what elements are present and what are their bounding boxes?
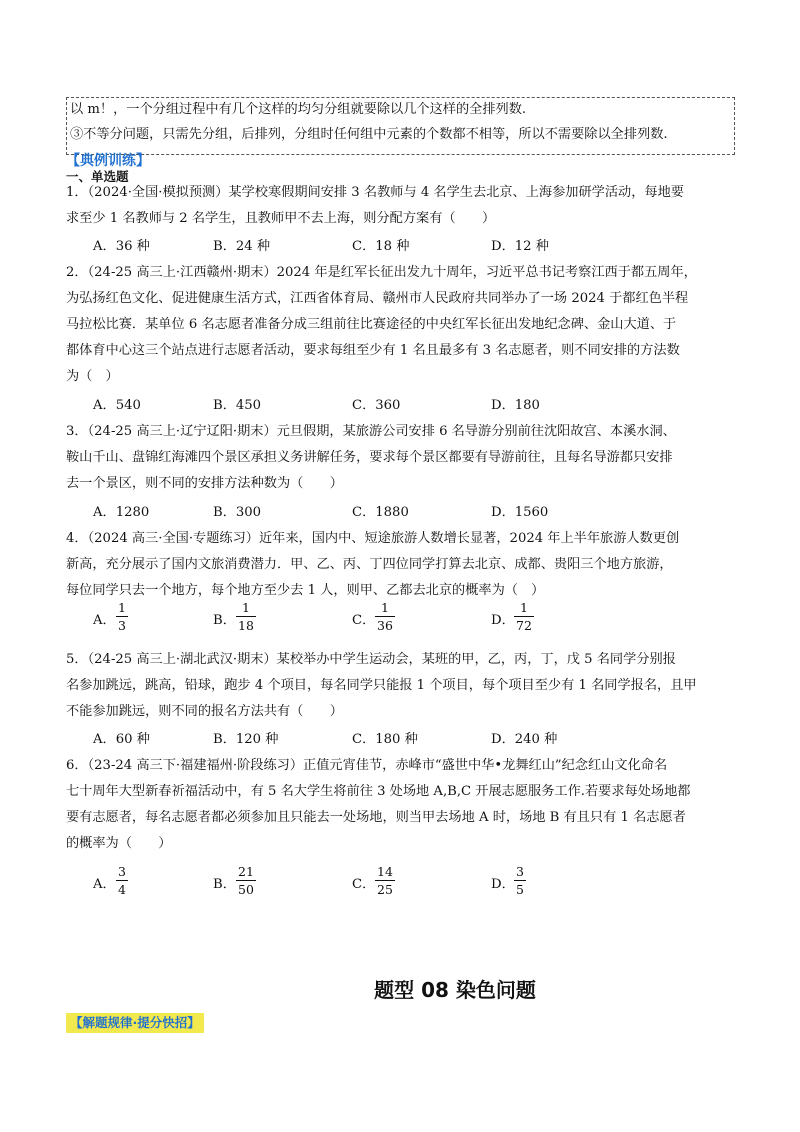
question-5-line-3: 不能参加跳远，则不同的报名方法共有（ ）	[66, 704, 343, 719]
question-2-line-1: 2．（24-25 高三上·江西赣州·期末）2024 年是红军长征出发九十周年，习近平总书记考察江西于都五周年，	[66, 265, 697, 280]
question-6-fraction-b	[236, 864, 256, 897]
question-1-option-c: C．18 种	[352, 239, 410, 254]
fraction-bar	[514, 880, 526, 881]
question-4-line-3: 每位同学只去一个地方，每个地方至少去 1 人，则甲、乙都去北京的概率为（ ）	[66, 583, 545, 598]
rule-tag: 【解题规律·提分快招】	[66, 1013, 204, 1033]
fraction-denominator: 50	[238, 882, 254, 897]
question-2-option-c: C．360	[352, 398, 401, 413]
question-type-heading-text: 题型 08 染色问题	[374, 978, 536, 1002]
question-5-option-d: D．240 种	[491, 732, 558, 747]
fraction-numerator: 1	[380, 600, 389, 615]
question-4-option-a: A．	[93, 613, 116, 628]
question-1-line-2: 求至少 1 名教师与 2 名学生，且教师甲不去上海，则分配方案有（ ）	[66, 211, 496, 226]
question-2-option-b: B．450	[213, 398, 262, 413]
question-2-line-4: 都体育中心这三个站点进行志愿者活动，要求每组至少有 1 名且最多有 3 名志愿者，则不同安排的方法数	[66, 343, 680, 358]
question-3-option-c: C．1880	[352, 505, 409, 520]
question-2-line-2: 为弘扬红色文化、促进健康生活方式，江西省体育局、赣州市人民政府共同举办了一场 2024 于都红色半程	[66, 291, 689, 306]
fraction-bar	[236, 616, 256, 617]
question-4-line-2: 新高，充分展示了国内文旅消费潜力．甲、乙、丙、丁四位同学打算去北京、成都、贵阳三个地方旅游，	[66, 557, 673, 572]
question-4-option-d: D．	[491, 613, 515, 628]
fraction-numerator: 1	[118, 600, 126, 615]
question-5-option-b: B．120 种	[213, 732, 279, 747]
fraction-denominator: 25	[377, 882, 393, 897]
question-6-option-d: D．	[491, 877, 515, 892]
fraction-denominator: 36	[377, 618, 393, 633]
fraction-bar	[116, 616, 128, 617]
question-5-option-a: A．60 种	[93, 732, 150, 747]
fraction-bar	[236, 880, 256, 881]
question-6-line-1: 6．（23-24 高三下·福建福州·阶段练习）正值元宵佳节，赤峰市“盛世中华•龙舞红山”纪念红山文化命名	[66, 758, 668, 773]
question-5-option-c: C．180 种	[352, 732, 418, 747]
fraction-numerator: 1	[241, 600, 250, 615]
fraction-numerator: 3	[118, 864, 126, 879]
question-4-option-b: B．	[213, 613, 236, 628]
question-3-option-d: D．1560	[491, 505, 549, 520]
question-6-fraction-a	[116, 864, 128, 897]
question-2-line-3: 马拉松比赛．某单位 6 名志愿者准备分成三组前往比赛途径的中央红军长征出发地纪念碑、金山大道、于	[66, 317, 677, 332]
question-2-option-d: D．180	[491, 398, 540, 413]
question-6-option-a: A．	[93, 877, 116, 892]
fraction-denominator: 5	[516, 882, 524, 897]
question-1-option-a: A．36 种	[93, 239, 150, 254]
section-tag: 【典例训练】	[66, 153, 150, 169]
question-3-line-2: 鞍山千山、盘锦红海滩四个景区承担义务讲解任务，要求每个景区都要有导游前往，且每名导游都只安排	[66, 450, 673, 465]
question-4-fraction-d	[514, 600, 534, 633]
question-2-option-a: A．540	[93, 398, 141, 413]
fraction-denominator: 4	[118, 882, 126, 897]
question-6-line-4: 的概率为（ ）	[66, 836, 172, 851]
fraction-denominator: 18	[238, 618, 254, 633]
fraction-numerator: 3	[516, 864, 524, 879]
question-6-line-2: 七十周年大型新春祈福活动中，有 5 名大学生将前往 3 处场地 A,B,C 开展志愿服务工作.若要求每处场地都	[66, 784, 691, 799]
question-type-heading	[0, 974, 800, 1003]
question-5-line-1: 5．（24-25 高三上·湖北武汉·期末）某校举办中学生运动会，某班的甲，乙，丙，丁，戊 5 名同学分别报	[66, 652, 676, 667]
question-5-line-2: 名参加跳远，跳高，铅球，跑步 4 个项目，每名同学只能报 1 个项目，每个项目至少有 1 名同学报名，且甲	[66, 678, 697, 693]
fraction-bar	[375, 616, 395, 617]
question-6-fraction-d	[514, 864, 526, 897]
fraction-numerator: 1	[519, 600, 528, 615]
question-6-option-b: B．	[213, 877, 236, 892]
question-4-fraction-b	[236, 600, 256, 633]
question-4-fraction-a	[116, 600, 128, 633]
fraction-bar	[514, 616, 534, 617]
question-2-line-5: 为（ ）	[66, 369, 119, 384]
fraction-denominator: 72	[516, 618, 532, 633]
question-1-line-1: 1．（2024·全国·模拟预测）某学校寒假期间安排 3 名教师与 4 名学生去北京、上海参加研学活动，每地要	[66, 185, 684, 200]
question-1-option-d: D．12 种	[491, 239, 549, 254]
tip-line-1: 以 m！，一个分组过程中有几个这样的均匀分组就要除以几个这样的全排列数.	[70, 102, 527, 117]
fraction-numerator: 21	[238, 864, 254, 879]
section-title: 一、单选题	[66, 169, 129, 184]
fraction-denominator: 3	[118, 618, 126, 633]
question-3-option-a: A．1280	[93, 505, 150, 520]
fraction-bar	[375, 880, 395, 881]
question-4-line-1: 4．（2024 高三·全国·专题练习）近年来，国内中、短途旅游人数增长显著，2024 年上半年旅游人数更创	[66, 531, 680, 546]
question-1-option-b: B．24 种	[213, 239, 271, 254]
question-3-option-b: B．300	[213, 505, 262, 520]
question-6-line-3: 要有志愿者，每名志愿者都必须参加且只能去一处场地，则当甲去场地 A 时，场地 B 有且只有 1 名志愿者	[66, 810, 686, 825]
fraction-bar	[116, 880, 128, 881]
question-3-line-3: 去一个景区，则不同的安排方法种数为（ ）	[66, 476, 343, 491]
question-6-option-c: C．	[352, 877, 376, 892]
fraction-numerator: 14	[377, 864, 393, 879]
question-4-fraction-c	[375, 600, 395, 633]
question-6-fraction-c	[375, 864, 395, 897]
tip-line-2: ③不等分问题，只需先分组，后排列，分组时任何组中元素的个数都不相等，所以不需要除以全排列数.	[70, 127, 668, 142]
question-4-option-c: C．	[352, 613, 376, 628]
question-3-line-1: 3．（24-25 高三上·辽宁辽阳·期末）元旦假期，某旅游公司安排 6 名导游分别前往沈阳故宫、本溪水洞、	[66, 424, 676, 439]
